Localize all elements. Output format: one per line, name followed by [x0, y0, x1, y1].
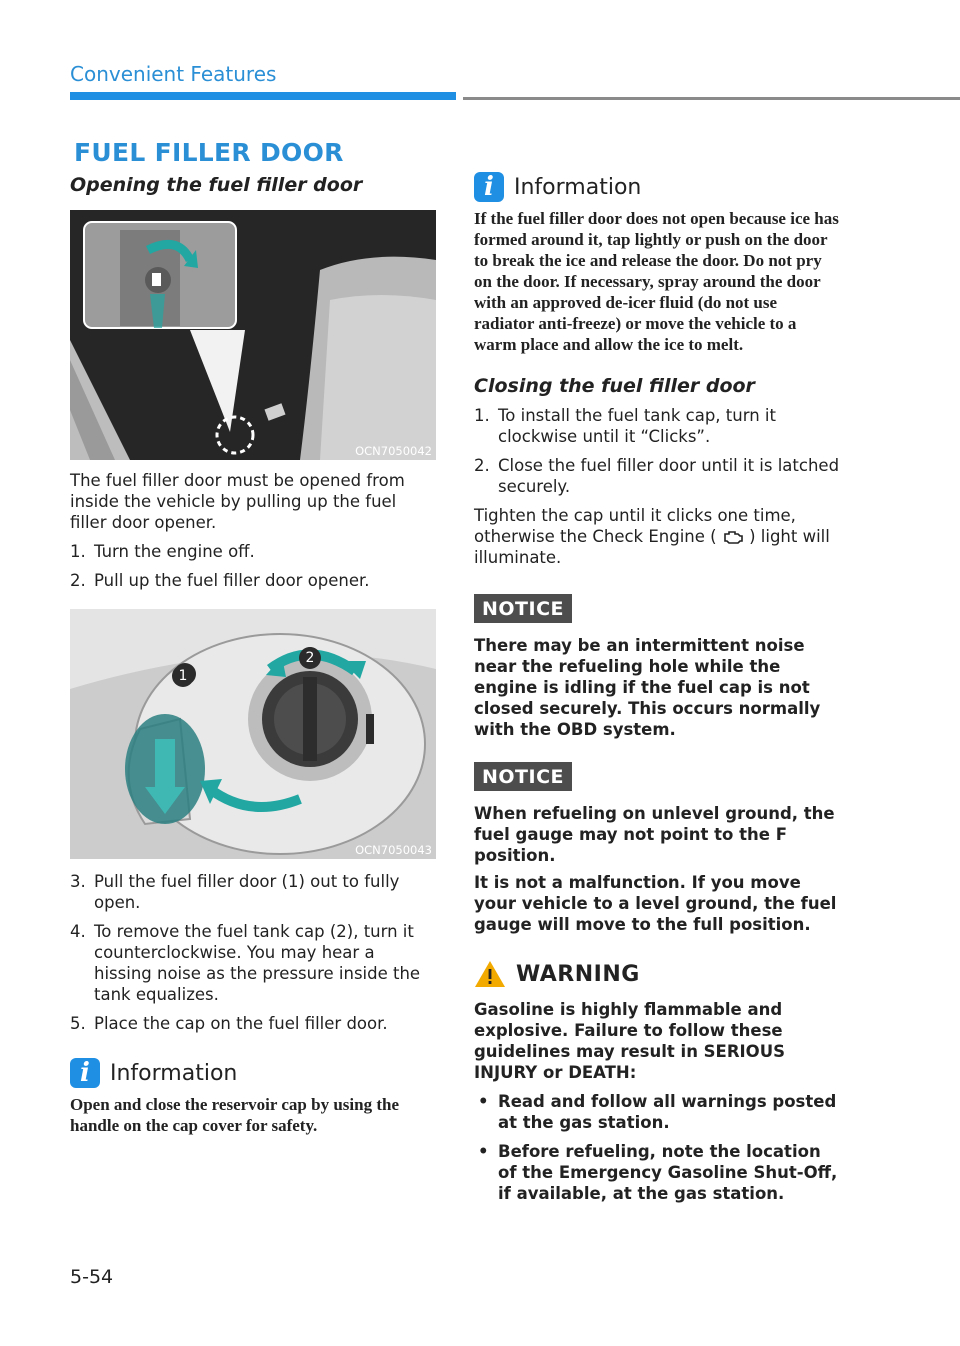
car-interior-illustration — [70, 210, 436, 460]
check-engine-icon — [722, 529, 744, 545]
list-item: 2. Close the fuel filler door until it is latched securely. — [474, 456, 840, 496]
notice-text-2b: It is not a malfunction. If you move your vehicle to a level ground, the fuel gauge will move to the full position. — [474, 873, 837, 934]
right-column — [474, 172, 840, 1204]
notice-badge: NOTICE — [474, 594, 572, 623]
list-item: 3. Pull the fuel filler door (1) out to fully open. — [70, 872, 400, 912]
figure-fuel-cap — [70, 609, 436, 859]
information-icon: i — [474, 172, 504, 202]
list-item: 2. Pull up the fuel filler door opener. — [70, 571, 370, 590]
figure-fuel-door-opener — [70, 210, 436, 460]
notice-text-1: There may be an intermittent noise near the refueling hole while the engine is idling if the fuel cap is not closed securely. This occurs normally with the OBD system. — [474, 636, 821, 739]
closing-steps — [474, 405, 840, 497]
opening-subhead: Opening the fuel filler door — [70, 174, 363, 196]
info-text-left: Open and close the reservoir cap by using the handle on the cap cover for safety. — [70, 1095, 399, 1135]
warning-text: Gasoline is highly flammable and explosive. Failure to follow these guidelines may result in SERIOUS INJURY or DEATH: — [474, 1000, 785, 1082]
list-item: 1. To install the fuel tank cap, turn it clockwise until it “Clicks”. — [474, 406, 776, 446]
info-text-right: If the fuel filler door does not open because ice has formed around it, tap lightly or push on the door to break the ice and release the door. Do not pry on the door. If necessary, spray around the door with an approved de-icer fluid (do not use radiator anti-freeze) or move the vehicle to a warm place and allow the ice to melt. — [474, 209, 839, 354]
fuel-cap-illustration — [70, 609, 436, 859]
list-item: • Read and follow all warnings posted at the gas station. — [474, 1091, 840, 1133]
steps-list-a — [70, 541, 436, 591]
info-title: Information — [110, 1060, 238, 1086]
warning-triangle-icon — [474, 959, 506, 989]
list-item: • Before refueling, note the location of the Emergency Gasoline Shut-Off, if available, at the gas station. — [474, 1141, 840, 1204]
steps-list-b — [70, 871, 436, 1034]
header-rule-gray — [463, 97, 960, 100]
list-item: 5. Place the cap on the fuel filler door. — [70, 1014, 388, 1033]
information-icon: i — [70, 1058, 100, 1088]
warning-bullets — [474, 1091, 840, 1204]
callout-label-1: 1 — [172, 665, 194, 687]
info-heading-right — [474, 172, 840, 202]
left-column — [70, 172, 436, 1136]
list-item: 1. Turn the engine off. — [70, 542, 255, 561]
figure-code: OCN7050042 — [355, 444, 432, 458]
page-number: 5-54 — [70, 1266, 114, 1288]
info-heading-left — [70, 1058, 436, 1088]
section-title: FUEL FILLER DOOR — [74, 138, 344, 167]
running-header: Convenient Features — [70, 62, 277, 86]
callout-label-2: 2 — [299, 647, 321, 669]
notice-text-2a: When refueling on unlevel ground, the fuel gauge may not point to the F position. — [474, 804, 835, 865]
tighten-paragraph: Tighten the cap until it clicks one time, otherwise the Check Engine ( ) light will illuminate. — [474, 506, 830, 567]
list-item: 4. To remove the fuel tank cap (2), turn it counterclockwise. You may hear a hissing noise as the pressure inside the tank equalizes. — [70, 922, 421, 1004]
notice-badge: NOTICE — [474, 762, 572, 791]
info-title: Information — [514, 174, 642, 200]
intro-paragraph: The fuel filler door must be opened from inside the vehicle by pulling up the fuel filler door opener. — [70, 471, 405, 532]
warning-title: WARNING — [516, 961, 640, 987]
figure-code: OCN7050043 — [355, 843, 432, 857]
warning-heading — [474, 959, 840, 989]
header-rule-blue — [70, 92, 456, 100]
closing-subhead: Closing the fuel filler door — [474, 375, 755, 397]
